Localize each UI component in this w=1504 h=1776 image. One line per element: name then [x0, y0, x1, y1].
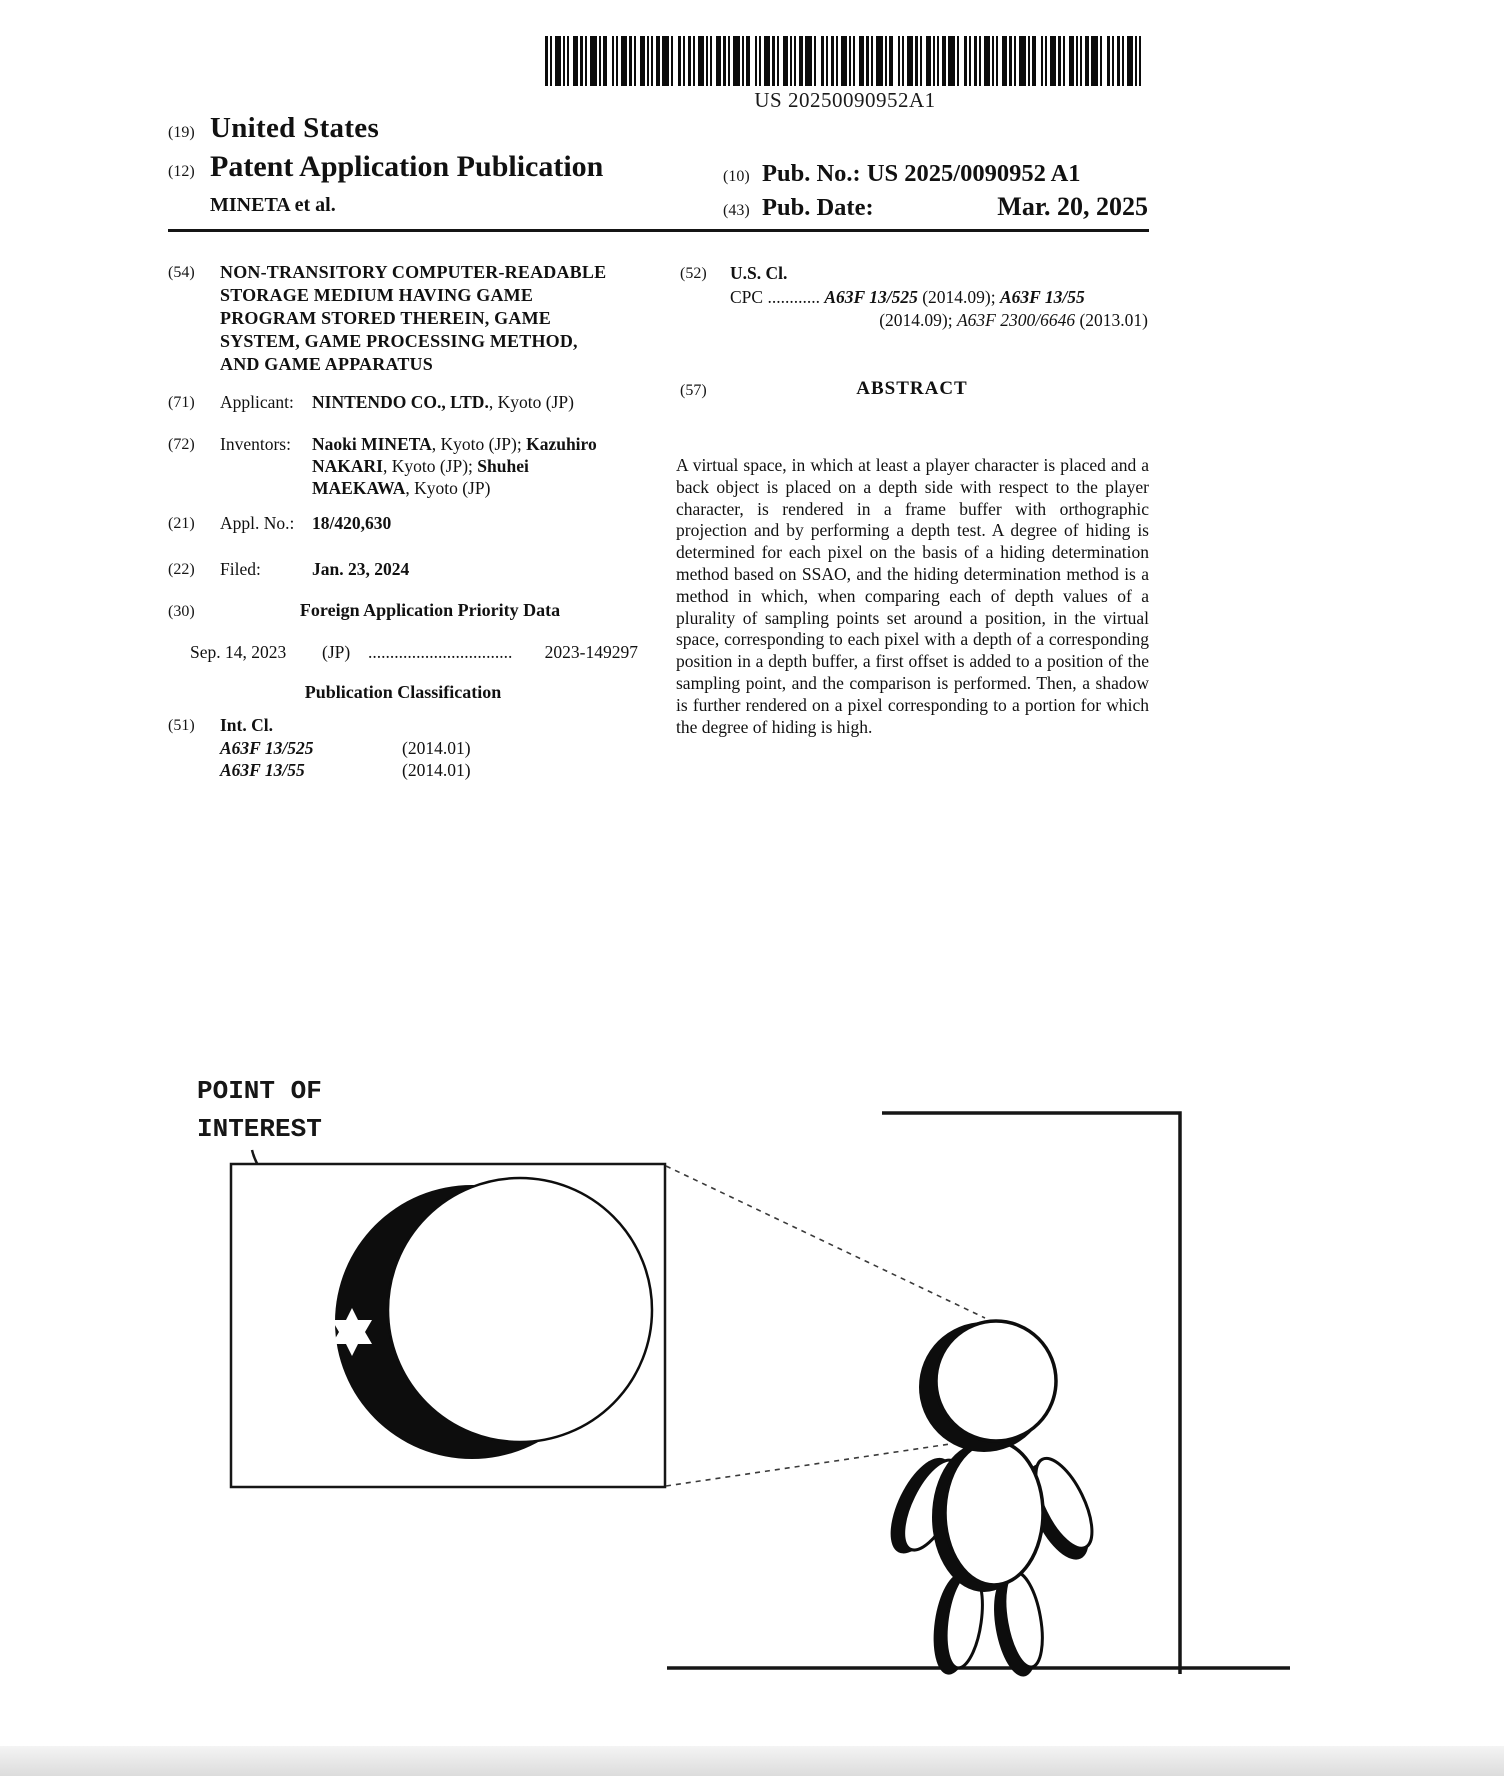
barcode-bar	[859, 36, 864, 86]
field-number-43: (43)	[723, 202, 750, 219]
applicant-value: NINTENDO CO., LTD., Kyoto (JP)	[312, 392, 574, 412]
abstract-heading: ABSTRACT	[856, 378, 968, 399]
barcode-bar	[710, 36, 712, 86]
body	[932, 1441, 1043, 1592]
crescent-moon	[335, 1178, 652, 1459]
abstract-text: A virtual space, in which at least a player character is placed and a back object is placed on a depth side with respect to the player character, is rendered in a frame buffer with orthographic projection and by performing a depth test. A degree of hiding is determined for each pixel on the basis of a hiding determination method based on SSAO, and the hiding determination method is a method in which, when comparing each of depth values of a plurality of sampling points set around a position, in the virtual space, corresponding to each pixel with a depth of a corresponding position in a depth buffer, a first offset is added to a position of the sampling point, and the comparison is performed. Then, a shadow is further rendered on a pixel corresponding to a portion for which the degree of hiding is high.	[676, 455, 1149, 737]
appl-no-value: 18/420,630	[312, 513, 392, 533]
point-of-interest-star	[332, 1308, 372, 1356]
zoomed-image-frame	[231, 1164, 665, 1487]
scan-edge-band	[0, 1746, 1504, 1776]
int-cl-label: Int. Cl.	[220, 715, 273, 735]
int-cl-class-1: A63F 13/525	[220, 738, 314, 758]
barcode-bar	[1058, 36, 1061, 86]
barcode-bar	[996, 36, 998, 86]
barcode-bar	[1122, 36, 1124, 86]
barcode-bar	[783, 36, 788, 86]
field-number-30: (30)	[168, 603, 195, 620]
barcode-bar	[777, 36, 779, 86]
barcode-bar	[640, 36, 645, 86]
barcode-bar	[716, 36, 721, 86]
barcode-bar	[1009, 36, 1012, 86]
barcode-bar	[662, 36, 669, 86]
barcode-bar	[799, 36, 803, 86]
priority-number: 2023-149297	[544, 642, 638, 662]
barcode-bar	[1112, 36, 1114, 86]
barcode-bar	[585, 36, 587, 86]
barcode-bar	[1139, 36, 1141, 86]
barcode-bar	[790, 36, 792, 86]
barcode-bar	[849, 36, 851, 86]
barcode-bar	[1107, 36, 1110, 86]
barcode-bar	[563, 36, 565, 86]
right-leg	[987, 1569, 1050, 1679]
projection-lines	[666, 1166, 985, 1486]
barcode-bar	[612, 36, 614, 86]
barcode-bar	[603, 36, 607, 86]
barcode-bar	[957, 36, 959, 86]
int-cl-class-2: A63F 13/55	[220, 760, 305, 780]
pub-no-value: US 2025/0090952 A1	[866, 160, 1081, 187]
barcode-bar	[969, 36, 971, 86]
barcode-bar	[1117, 36, 1120, 86]
barcode-bar	[853, 36, 855, 86]
barcode-bar	[656, 36, 660, 86]
field-number-12: (12)	[168, 163, 195, 180]
barcode-bar	[545, 36, 548, 86]
int-cl-version-2: (2014.01)	[402, 760, 471, 780]
country-name: United States	[210, 112, 380, 144]
barcode-bar	[629, 36, 632, 86]
barcode-bar	[1127, 36, 1133, 86]
field-number-22: (22)	[168, 561, 195, 578]
barcode-bar	[683, 36, 685, 86]
field-number-21: (21)	[168, 515, 195, 532]
cpc-line-2: (2014.09); A63F 2300/6646 (2013.01)	[879, 310, 1148, 330]
left-leg	[928, 1569, 988, 1678]
barcode-bar	[826, 36, 828, 86]
barcode-bar	[1085, 36, 1089, 86]
field-number-72: (72)	[168, 436, 195, 453]
priority-country: (JP)	[322, 642, 351, 662]
foreign-priority-heading: Foreign Application Priority Data	[299, 600, 561, 620]
barcode-bar	[889, 36, 893, 86]
barcode-bar	[764, 36, 770, 86]
wall-lines	[882, 1113, 1180, 1674]
barcode-bar	[821, 36, 824, 86]
appl-no-label: Appl. No.:	[220, 513, 295, 533]
barcode-bar	[902, 36, 904, 86]
barcode-bar	[728, 36, 730, 86]
barcode-bar	[866, 36, 869, 86]
barcode-bar	[1032, 36, 1036, 86]
field-number-71: (71)	[168, 394, 195, 411]
barcode-bar	[964, 36, 967, 86]
barcode-bar	[979, 36, 981, 86]
barcode-bar	[746, 36, 750, 86]
player-character	[878, 1321, 1107, 1680]
barcode-bar	[647, 36, 649, 86]
barcode-bar	[698, 36, 704, 86]
barcode-bar	[671, 36, 673, 86]
barcode-bar	[841, 36, 847, 86]
first-named-inventor: MINETA et al.	[210, 194, 336, 216]
filed-label: Filed:	[220, 559, 261, 579]
barcode-bar	[885, 36, 887, 86]
pub-no-label: Pub. No.:	[762, 160, 861, 187]
barcode-bar	[1069, 36, 1074, 86]
barcode-bar	[555, 36, 561, 86]
barcode-bar	[1002, 36, 1007, 86]
barcode-bar	[651, 36, 653, 86]
cpc-line-1: CPC ............ A63F 13/525 (2014.09); A63F 13/55	[730, 287, 1085, 307]
field-number-10: (10)	[723, 168, 750, 185]
barcode-bar	[1091, 36, 1098, 86]
pub-date-value: Mar. 20, 2025	[997, 192, 1148, 221]
barcode-bar	[634, 36, 636, 86]
filed-value: Jan. 23, 2024	[312, 559, 410, 579]
barcode-bar	[678, 36, 681, 86]
barcode-bar	[567, 36, 569, 86]
field-number-54: (54)	[168, 264, 195, 281]
barcode-bar	[580, 36, 583, 86]
barcode-bar	[876, 36, 883, 86]
barcode-bar	[907, 36, 913, 86]
barcode-bar	[992, 36, 994, 86]
barcode-bar	[836, 36, 838, 86]
pub-date-label: Pub. Date:	[762, 194, 874, 221]
barcode-bar	[898, 36, 900, 86]
pub-no-line	[762, 160, 1081, 188]
barcode-bar	[1076, 36, 1078, 86]
barcode-bar	[693, 36, 695, 86]
barcode-bar	[871, 36, 873, 86]
barcode-bar	[1050, 36, 1056, 86]
barcode-bar	[550, 36, 552, 86]
barcode-bar	[1045, 36, 1047, 86]
field-number-57: (57)	[680, 382, 707, 399]
barcode-bar	[772, 36, 775, 86]
barcode-bar	[926, 36, 931, 86]
barcode-bar	[755, 36, 757, 86]
priority-dots: .................................	[368, 642, 513, 662]
field-number-52: (52)	[680, 265, 707, 282]
barcode-bar	[974, 36, 977, 86]
barcode-bar	[759, 36, 761, 86]
barcode-bar	[733, 36, 740, 86]
inventors-value: Naoki MINETA, Kyoto (JP); Kazuhiro NAKARI, Kyoto (JP); Shuhei MAEKAWA, Kyoto (JP)	[312, 434, 597, 498]
barcode-bar	[706, 36, 708, 86]
barcode-number: US 20250090952A1	[754, 88, 936, 112]
barcode-bar	[742, 36, 744, 86]
us-cl-label: U.S. Cl.	[730, 263, 788, 283]
header-rule	[168, 229, 1149, 232]
figure-callout-label: POINT OF INTEREST	[197, 1076, 322, 1144]
barcode-bar	[831, 36, 834, 86]
barcode	[545, 36, 1145, 86]
barcode-bar	[723, 36, 726, 86]
barcode-bar	[616, 36, 618, 86]
applicant-label: Applicant:	[220, 392, 294, 412]
barcode-bar	[1041, 36, 1043, 86]
field-number-51: (51)	[168, 717, 195, 734]
barcode-bar	[573, 36, 578, 86]
barcode-bar	[621, 36, 627, 86]
barcode-bar	[1014, 36, 1016, 86]
publication-classification-heading: Publication Classification	[304, 682, 502, 702]
barcode-bar	[1019, 36, 1026, 86]
barcode-bar	[920, 36, 922, 86]
barcode-bar	[933, 36, 935, 86]
int-cl-version-1: (2014.01)	[402, 738, 471, 758]
barcode-bar	[590, 36, 597, 86]
left-arm	[878, 1447, 971, 1565]
barcode-bar	[1080, 36, 1082, 86]
barcode-bar	[805, 36, 812, 86]
inventors-label: Inventors:	[220, 434, 291, 454]
barcode-bar	[599, 36, 601, 86]
right-arm	[1014, 1451, 1107, 1569]
barcode-bar	[1063, 36, 1065, 86]
callout-arrow	[252, 1150, 332, 1303]
barcode-bar	[915, 36, 918, 86]
barcode-bar	[942, 36, 946, 86]
barcode-bar	[814, 36, 816, 86]
barcode-bar	[794, 36, 796, 86]
barcode-bar	[1100, 36, 1102, 86]
document-type: Patent Application Publication	[210, 150, 604, 183]
barcode-bar	[984, 36, 990, 86]
barcode-bar	[688, 36, 691, 86]
barcode-bar	[1135, 36, 1137, 86]
priority-date: Sep. 14, 2023	[190, 642, 287, 662]
barcode-bar	[948, 36, 955, 86]
head	[919, 1321, 1056, 1452]
barcode-bar	[1028, 36, 1030, 86]
invention-title: NON-TRANSITORY COMPUTER-READABLE STORAGE MEDIUM HAVING GAME PROGRAM STORED THEREIN, GAME SYSTEM, GAME PROCESSING METHOD, AND GAME APPARATUS	[220, 262, 607, 374]
field-number-19: (19)	[168, 124, 195, 141]
barcode-bar	[937, 36, 939, 86]
